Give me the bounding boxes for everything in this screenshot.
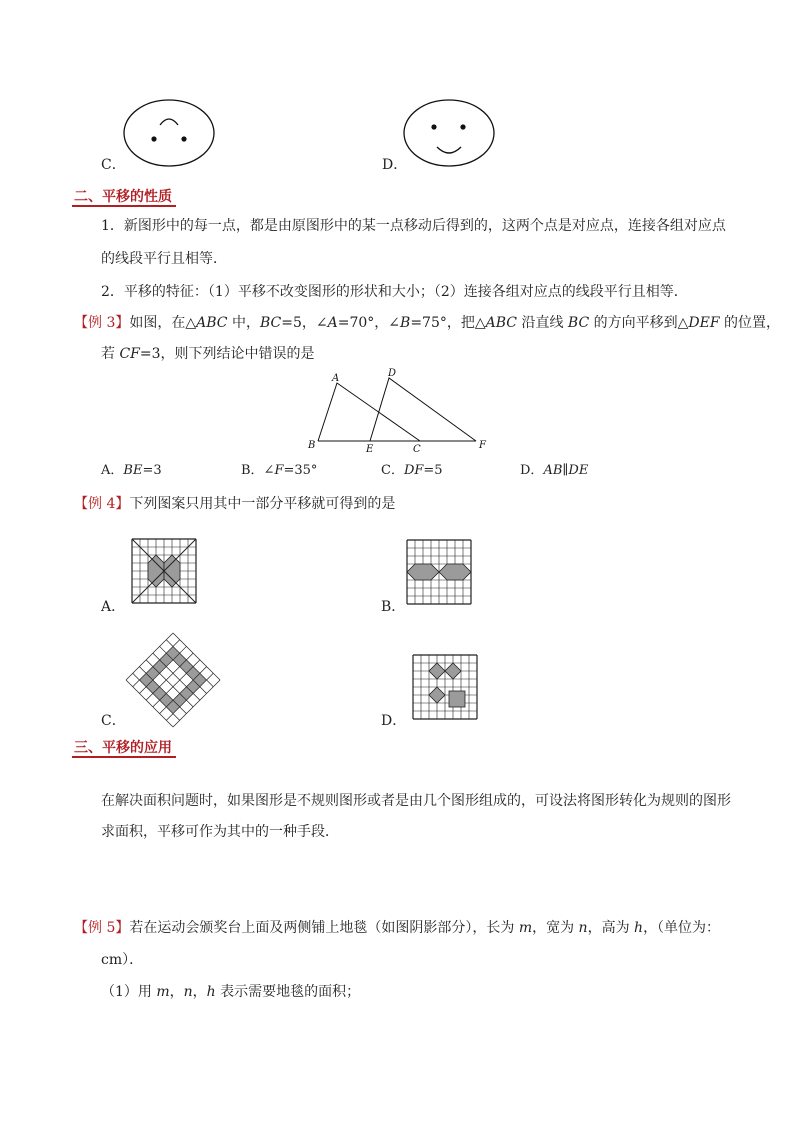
example3-option-c[interactable]: C．DF=5 bbox=[381, 463, 443, 478]
example4-question: 【例 4】下列图案只用其中一部分平移就可得到的是 bbox=[74, 496, 396, 512]
pattern-a-label[interactable]: A． bbox=[101, 599, 126, 615]
pattern-a-figure bbox=[131, 538, 199, 606]
example3-option-d[interactable]: D．AB∥DE bbox=[520, 463, 589, 478]
para3-line2: 求面积，平移可作为其中的一种手段． bbox=[101, 824, 339, 840]
face-c-figure bbox=[120, 97, 220, 169]
pattern-b-figure bbox=[406, 539, 474, 607]
section-3-title: 三、平移的应用 bbox=[74, 740, 172, 756]
fig-label-c: C bbox=[413, 444, 421, 455]
para1-line1: 1．新图形中的每一点，都是由原图形中的某一点移动后得到的，这两个点是对应点，连接各组对应点 bbox=[101, 218, 726, 234]
pattern-d-label[interactable]: D． bbox=[381, 713, 407, 729]
para3-line1: 在解决面积问题时，如果图形是不规则图形或者是由几个图形组成的，可设法将图形转化为规则的图形 bbox=[101, 793, 731, 809]
fig-label-e: E bbox=[366, 444, 374, 455]
face-d-label: D． bbox=[382, 157, 408, 173]
example4-tag: 【例 4】 bbox=[74, 496, 130, 512]
fig-label-d: D bbox=[388, 368, 397, 379]
example5-line2: cm）． bbox=[101, 952, 144, 968]
example3-line2: 若 CF=3，则下列结论中错误的是 bbox=[101, 346, 315, 362]
example5-line3: （1）用 m，n，h 表示需要地毯的面积； bbox=[101, 984, 361, 1000]
fig-label-b: B bbox=[308, 440, 316, 451]
pattern-d-figure bbox=[412, 654, 478, 720]
fig-label-f: F bbox=[479, 440, 486, 451]
example5-line1: 【例 5】若在运动会颁奖台上面及两侧铺上地毯（如图阴影部分），长为 m，宽为 n，高为 h，（单位为： bbox=[74, 920, 721, 936]
section-2-underline bbox=[72, 205, 176, 207]
face-c-label: C． bbox=[101, 157, 126, 173]
example3-option-b[interactable]: B．∠F=35° bbox=[241, 463, 318, 478]
section-3-underline bbox=[72, 756, 176, 758]
triangle-translation-figure bbox=[300, 368, 500, 458]
para2: 2．平移的特征：（1）平移不改变图形的形状和大小；（2）连接各组对应点的线段平行且相等． bbox=[101, 284, 688, 300]
example3-tag: 【例 3】 bbox=[74, 315, 130, 331]
pattern-c-label[interactable]: C． bbox=[101, 713, 126, 729]
para1-line2: 的线段平行且相等． bbox=[101, 251, 227, 267]
fig-label-a: A bbox=[332, 373, 340, 384]
pattern-c-figure bbox=[125, 632, 221, 728]
face-d-figure bbox=[400, 97, 500, 169]
example5-tag: 【例 5】 bbox=[74, 920, 130, 936]
example3-option-a[interactable]: A．BE=3 bbox=[101, 463, 162, 478]
pattern-b-label[interactable]: B． bbox=[381, 599, 406, 615]
example3-line1: 【例 3】如图，在△ABC 中，BC=5，∠A=70°，∠B=75°，把△ABC 沿直线 BC 的方向平移到△DEF 的位置， bbox=[74, 315, 781, 331]
section-2-title: 二、平移的性质 bbox=[74, 189, 172, 205]
